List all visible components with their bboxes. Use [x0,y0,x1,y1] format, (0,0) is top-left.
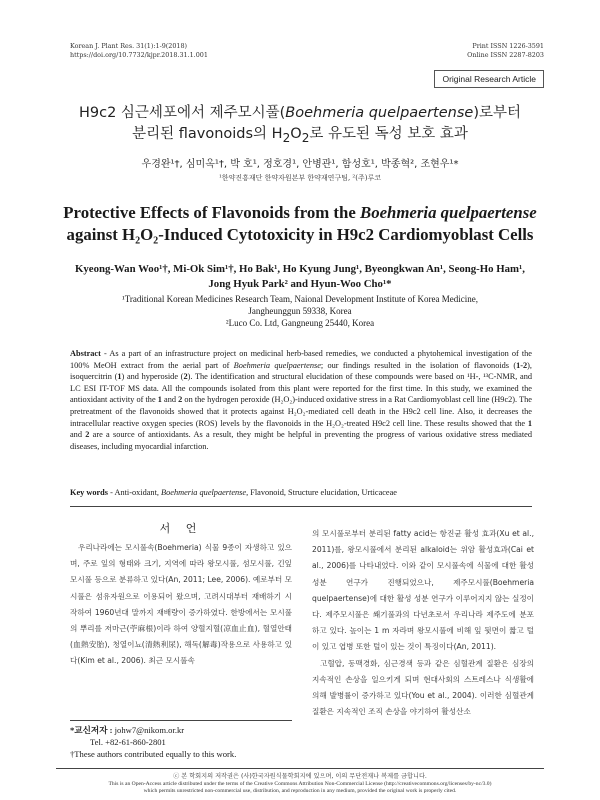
abstract-species: Boehmeria quelpaertense [233,360,321,370]
footnote-divider [70,720,292,721]
abstract-text: ), isoquercitrin ( [70,360,532,382]
en-title-part: Protective Effects of Flavonoids from the [63,203,361,222]
abstract [70,348,532,452]
kr-title-part: )로부터 [473,105,521,121]
en-title-species: Boehmeria quelpaertense [360,203,537,222]
section-heading-introduction: 서 언 [159,522,203,535]
keywords-text: - Anti-oxidant, [108,488,162,497]
abstract-text: ). The identification and structural elucidation of these compounds were based on ¹H-, ¹³C-NMR, and LC ESI IT-TOF MS data. All the compounds isolated from this plant were reported for the first time. In this study, we examined the antioxidant activity of the [70,372,532,405]
license-line-2: which permits unrestricted non-commercial use, distribution, and reproduction in any medium, provided the original work is properly cited. [143,788,457,794]
english-title [40,202,560,246]
equal-contribution-note: †These authors contributed equally to this work. [70,749,237,759]
compound-ref: 2 [85,430,90,440]
compound-ref: 2 [183,372,188,382]
english-title-line-1 [40,202,560,224]
journal-reference: Korean J. Plant Res. 31(1):1-9(2018) [70,42,188,50]
journal-citation [70,42,208,60]
authors-line-2: Jong Hyuk Park² and Hyun-Woo Cho¹* [208,278,392,290]
abstract-text: and [70,430,86,440]
kr-title-part: H9c2 심근세포에서 제주모시풀( [78,105,286,121]
affil-line-3: ²Luco Co. Ltd, Gangneung 25440, Korea [225,318,375,328]
abstract-text: on the hydrogen peroxide (H₂O₂)-induced oxidative stress in a Rat Cardiomyoblast cell line (H9c2). The pretreatment of the flavonoids showed that it protects against H₂O₂-mediated cell death in the H9c2 cell line. Also, it decreases the intracellular reactive oxygen species (ROS) levels by the flavonoids in the H₂O₂-treated H9c2 cell line. These results showed that the [70,395,532,428]
english-authors [40,262,560,292]
corresponding-author [70,724,310,736]
keywords-text: , Flavonoid, Structure elucidation, Urticaceae [246,488,397,497]
korean-affiliation: ¹한약진흥재단 한약자원본부 한약재연구팀, ²(주)루코 [219,174,381,182]
abstract-text: ; our findings resulted in the isolation of flavonoids ( [320,360,517,370]
copyright-notice: ⓒ 본 학회지의 저작권은 (사)한국자원식물학회지에 있으며, 이의 무단전재나 복제를 금합니다. [173,773,427,780]
english-affiliation [70,293,530,329]
kr-title-subscript: 2 [282,130,291,145]
contact-email[interactable]: johw7@nikom.or.kr [114,725,185,735]
korean-title-line-2 [40,124,560,149]
korean-authors: 우경완¹†, 심미옥¹†, 박 호¹, 정호경¹, 안병관¹, 함성호¹, 박종혁², 조현우¹* [141,159,459,170]
abstract-text: are a source of antioxidants. As a result, they might be helpful in preventing the progress of various oxidative stress mediated diseases, including myocardial infarction. [70,430,533,451]
compound-ref: 1-2 [516,360,528,370]
authors-line-1: Kyeong-Wan Woo¹†, Mi-Ok Sim¹†, Ho Bak¹, Ho Kyung Jung¹, Byeongkwan An¹, Seong-Ho Ham¹, [75,263,525,275]
keywords-label: Key words [70,488,109,497]
article-type-badge: Original Research Article [434,70,544,88]
abstract-text: - As a part of an infrastructure project on medicinal herb-based remedies, we conducted a phytohemical investigation of the 100% MeOH extract from the aerial part of [70,349,532,370]
affil-line-2: Jangheunggun 59338, Korea [248,306,352,316]
intro-paragraph-2: 고혈압, 동맥경화, 심근경색 등과 같은 심혈관계 질환은 심장의 지속적인 손상을 일으키게 되며 현대사회의 스트레스나 식생활에 의해 발병률이 증가하고 있다(You et al., 2004). 이러한 심혈관계 질환은 지속적인 조직 손상을 야기하여 활성산소 [312,658,534,717]
section-divider [70,506,532,507]
keywords [70,487,532,498]
print-issn: Print ISSN 1226-3591 [472,42,544,50]
korean-title [40,103,560,149]
compound-ref: 1 [527,418,532,428]
kr-title-species: Boehmeria quelpaertense [285,105,474,121]
affil-line-1: ¹Traditional Korean Medicines Research Team, Naional Development Institute of Korea Medicine, [122,294,478,304]
kr-title-part: 로 유도된 독성 보호 효과 [309,126,468,142]
kr-title-part: O [290,126,302,142]
english-title-line-2: against H₂O₂-Induced Cytotoxicity in H9c2 Cardiomyoblast Cells [66,225,534,244]
kr-title-part: 분리된 flavonoids의 H [132,126,283,142]
footnote [70,724,310,760]
keywords-species: Boehmeria quelpaertense [161,488,247,497]
compound-ref: 1 [157,395,162,405]
intro-paragraph-continued: 의 모시풀로부터 분리된 fatty acid는 항진균 활성 효과(Xu et al., 2011)를, 왕모시풀에서 분리된 alkaloid는 위암 활성효과(Cai et al., 2006)를 나타내었다. 이와 같이 모시풀속에 식물에 대한 활성성분 연구가 진행되었으나, 제주모시풀(Boehmeria quelpaertense)에 대한 활성 성분 연구가 이루어지지 않는 실정이다. 제주모시풀은 쐐기풀과의 다년초로서 우리나라 제주도에 분포하고 있다. 높이는 1 m 자라며 왕모시풀에 비해 잎 뒷면이 짧고 털이 있고 엽병 또한 털이 있는 것이 특징이다(An, 2011). [312,529,534,652]
bottom-divider [56,768,544,769]
abstract-text: ) and hyperoside ( [121,372,184,382]
kr-title-subscript: 2 [301,130,310,145]
license-notice [40,781,560,795]
left-column [70,540,292,670]
issn-block [467,42,544,60]
compound-ref: 2 [178,395,183,405]
abstract-text: and [161,395,179,405]
abstract-label: Abstract [70,349,101,358]
intro-paragraph-1: 우리나라에는 모시풀속(Boehmeria) 식물 9종이 자생하고 있으며, 주로 잎의 형태와 크기, 지역에 따라 왕모시풀, 섬모시풀, 긴잎모시풀 등으로 분류하고 있다(An, 2011; Lee, 2006). 예로부터 모시풀은 섬유자원으로 이용되어 왔으며, 고려시대부터 재배하기 시작하여 1960년대 말까지 재배량이 증가하였다. 한방에서는 모시풀의 뿌리를 저마근(苧麻根)이라 하여 양혈지혈(凉血止血), 혈열안태(血熱安胎), 청열이뇨(清熱利尿), 해독(解毒)작용으로 사용하고 있다(Kim et al., 2006). 최근 모시풀속 [70,543,292,666]
license-line-1: This is an Open-Access article distributed under the terms of the Creative Commons Attribution Non-Commercial License (http://creativecommons.org/licenses/by-nc/3.0) [108,781,492,787]
right-column [312,526,534,720]
korean-title-line-1 [40,103,560,124]
doi-link[interactable]: https://doi.org/10.7732/kjpr.2018.31.1.001 [70,51,208,59]
contact-label: *교신저자 : [70,725,115,735]
compound-ref: 1 [117,372,122,382]
online-issn: Online ISSN 2287-8203 [467,51,544,59]
contact-phone: Tel. +82-61-860-2801 [90,737,166,747]
